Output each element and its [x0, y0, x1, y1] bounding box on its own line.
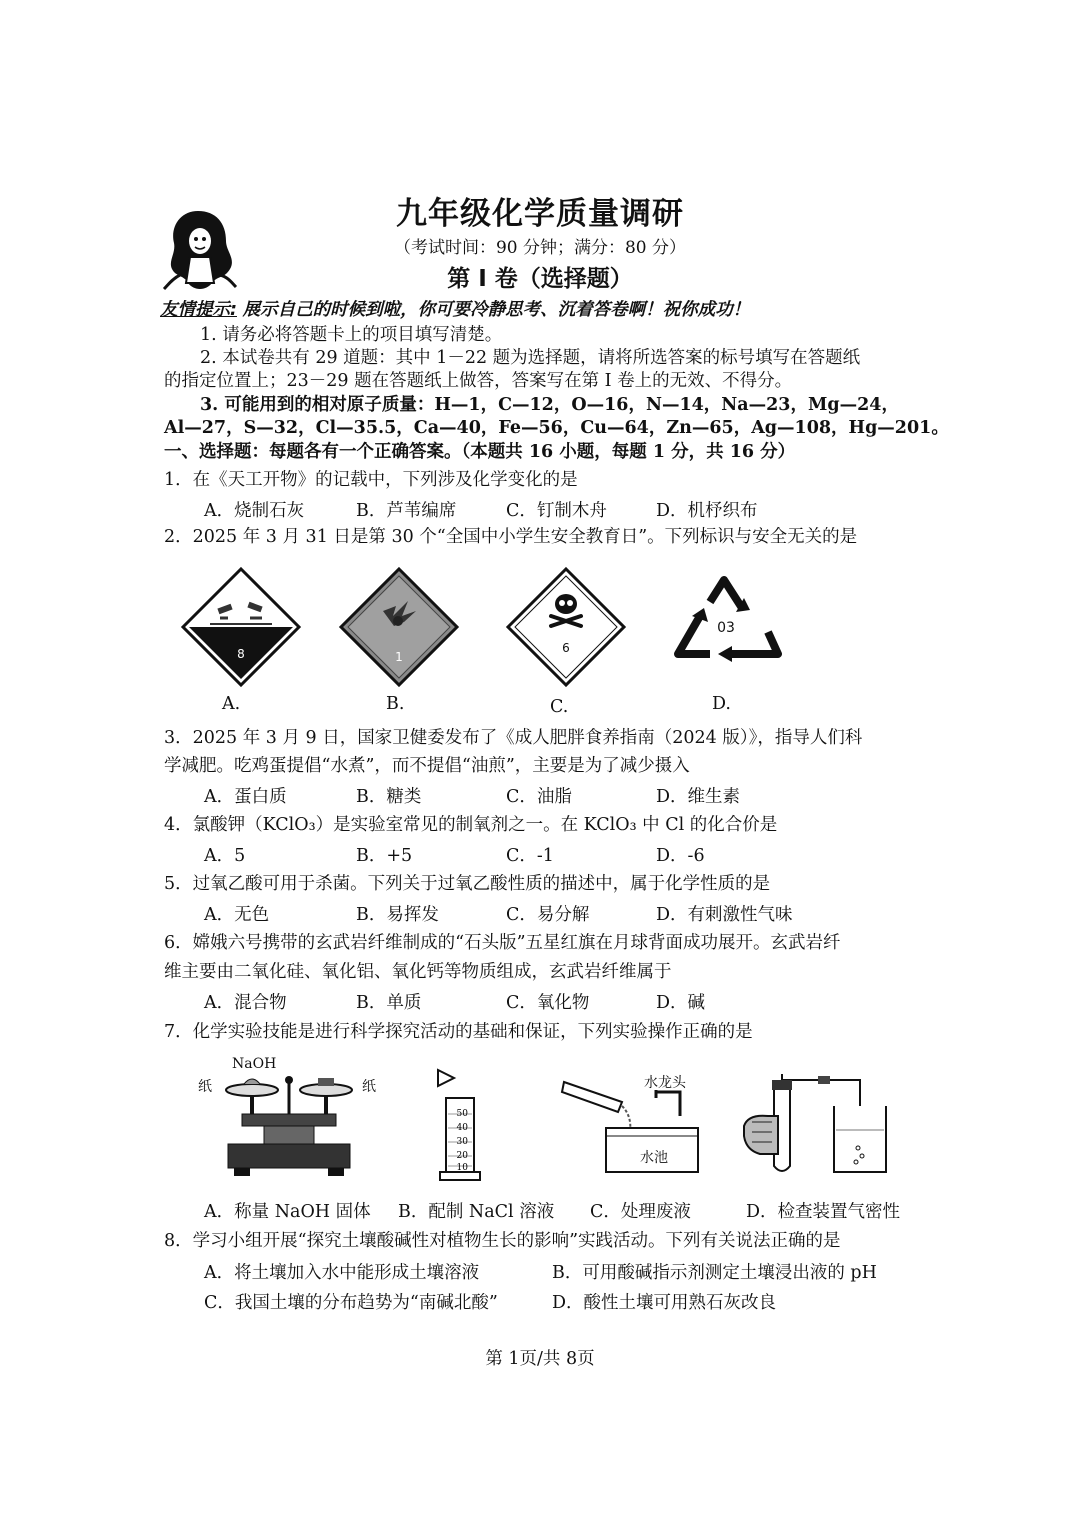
- toxic-sign-icon[interactable]: [505, 566, 627, 688]
- naoh-label: NaOH: [232, 1056, 277, 1072]
- note-3: 3. 可能用到的相对原子质量：H—1，C—12，O—16，N—14，Na—23，Mg—24，: [200, 395, 899, 415]
- q2-option-c[interactable]: C.: [550, 697, 569, 717]
- q8-option-c[interactable]: C．我国土壤的分布趋势为“南碱北酸”: [204, 1293, 498, 1313]
- q6-stem-1: 6．嫦娥六号携带的玄武岩纤维制成的“石头版”五星红旗在月球背面成功展开。玄武岩纤: [164, 933, 841, 953]
- q5-stem: 5．过氧乙酸可用于杀菌。下列关于过氧乙酸性质的描述中，属于化学性质的是: [164, 874, 771, 894]
- tips-text: 展示自己的时候到啦，你可要冷静思考、沉着答卷啊！祝你成功！: [242, 300, 751, 320]
- q3-stem-1: 3．2025 年 3 月 9 日，国家卫健委发布了《成人肥胖食养指南（2024 版）》，指导人们科: [164, 728, 863, 748]
- q7-option-d[interactable]: D．检查装置气密性: [746, 1202, 901, 1222]
- q1-option-a[interactable]: A．烧制石灰: [204, 501, 305, 521]
- part1-heading: 一、选择题：每题各有一个正确答案。（本题共 16 小题，每题 1 分，共 16 分）: [164, 442, 796, 462]
- note-1: 1. 请务必将答题卡上的项目填写清楚。: [200, 325, 503, 345]
- cylinder-tick-20: 20: [456, 1151, 468, 1161]
- q1-option-d[interactable]: D．机杼织布: [656, 501, 758, 521]
- q3-option-a[interactable]: A．蛋白质: [204, 787, 287, 807]
- q4-option-c[interactable]: C．-1: [506, 846, 554, 866]
- q7-stem: 7．化学实验技能是进行科学探究活动的基础和保证，下列实验操作正确的是: [164, 1022, 753, 1042]
- q4-option-b[interactable]: B．+5: [356, 846, 413, 866]
- faucet-label: 水龙头: [644, 1075, 686, 1091]
- recycle-code: 03: [717, 620, 735, 636]
- q4-option-d[interactable]: D．-6: [656, 846, 705, 866]
- exam-subtitle: （考试时间：90 分钟；满分：80 分）: [393, 238, 687, 258]
- q7-option-a[interactable]: A．称量 NaOH 固体: [204, 1202, 371, 1222]
- q3-option-b[interactable]: B．糖类: [356, 787, 422, 807]
- q5-option-a[interactable]: A．无色: [204, 905, 270, 925]
- q7-option-c[interactable]: C．处理废液: [590, 1202, 691, 1222]
- cylinder-tick-50: 50: [456, 1109, 468, 1119]
- tips-label: 友情提示:: [160, 300, 237, 320]
- exam-title: 九年级化学质量调研: [396, 196, 684, 232]
- q6-option-d[interactable]: D．碱: [656, 993, 706, 1013]
- q6-option-c[interactable]: C．氧化物: [506, 993, 590, 1013]
- graduated-cylinder-illustration: [432, 1066, 482, 1182]
- q2-option-d[interactable]: D.: [712, 694, 731, 714]
- q5-option-d[interactable]: D．有刺激性气味: [656, 905, 793, 925]
- q4-stem: 4．氯酸钾（KClO₃）是实验室常见的制氧剂之一。在 KClO₃ 中 Cl 的化合价是: [164, 815, 778, 835]
- recycle-sign-icon[interactable]: [670, 572, 782, 672]
- corrosive-class-number: 8: [237, 647, 245, 661]
- q3-option-c[interactable]: C．油脂: [506, 787, 572, 807]
- balance-illustration: [214, 1070, 364, 1180]
- note-2-cont: 的指定位置上；23－29 题在答题纸上做答，答案写在第 I 卷上的无效、不得分。: [164, 371, 793, 391]
- explosive-class-number: 1: [395, 650, 403, 664]
- section-heading: 第 Ⅰ 卷（选择题）: [447, 266, 633, 292]
- explosive-sign-icon[interactable]: [338, 566, 460, 688]
- note-2: 2. 本试卷共有 29 道题：其中 1－22 题为选择题，请将所选答案的标号填写在答题纸: [200, 348, 861, 368]
- q8-option-b[interactable]: B．可用酸碱指示剂测定土壤浸出液的 pH: [552, 1263, 877, 1283]
- q2-option-b[interactable]: B.: [386, 694, 405, 714]
- note-3-cont: Al—27，S—32，Cl—35.5，Ca—40，Fe—56，Cu—64，Zn—65，Ag—108，Hg—201。: [164, 418, 949, 438]
- q8-stem: 8．学习小组开展“探究土壤酸碱性对植物生长的影响”实践活动。下列有关说法正确的是: [164, 1231, 841, 1251]
- q7-option-b[interactable]: B．配制 NaCl 溶液: [398, 1202, 555, 1222]
- q3-stem-2: 学减肥。吃鸡蛋提倡“水煮”，而不提倡“油煎”，主要是为了减少摄入: [164, 756, 690, 776]
- paper-left-label: 纸: [198, 1079, 212, 1095]
- paper-right-label: 纸: [362, 1079, 376, 1095]
- airtightness-check-illustration: [742, 1070, 894, 1178]
- cylinder-tick-40: 40: [456, 1123, 468, 1133]
- q5-option-b[interactable]: B．易挥发: [356, 905, 439, 925]
- q6-option-a[interactable]: A．混合物: [204, 993, 287, 1013]
- q2-option-a[interactable]: A.: [222, 694, 241, 714]
- q5-option-c[interactable]: C．易分解: [506, 905, 590, 925]
- q1-option-b[interactable]: B．芦苇编席: [356, 501, 457, 521]
- q4-option-a[interactable]: A．5: [204, 846, 246, 866]
- sink-illustration: [560, 1072, 700, 1176]
- tips-line: [160, 298, 750, 322]
- q8-option-a[interactable]: A．将土壤加入水中能形成土壤溶液: [204, 1263, 480, 1283]
- sink-label: 水池: [640, 1150, 668, 1166]
- cylinder-tick-30: 30: [456, 1137, 468, 1147]
- q8-option-d[interactable]: D．酸性土壤可用熟石灰改良: [552, 1293, 777, 1313]
- toxic-class-number: 6: [562, 641, 570, 655]
- q6-option-b[interactable]: B．单质: [356, 993, 422, 1013]
- cylinder-tick-10: 10: [456, 1163, 468, 1173]
- page-footer: 第 1页/共 8页: [485, 1349, 595, 1369]
- corrosive-sign-icon[interactable]: [180, 566, 302, 688]
- q1-stem: 1．在《天工开物》的记载中，下列涉及化学变化的是: [164, 470, 578, 490]
- q2-stem: 2．2025 年 3 月 31 日是第 30 个“全国中小学生安全教育日”。下列标识与安全无关的是: [164, 527, 858, 547]
- q1-option-c[interactable]: C．钉制木舟: [506, 501, 607, 521]
- q6-stem-2: 维主要由二氧化硅、氧化铝、氧化钙等物质组成，玄武岩纤维属于: [164, 962, 672, 982]
- q3-option-d[interactable]: D．维生素: [656, 787, 741, 807]
